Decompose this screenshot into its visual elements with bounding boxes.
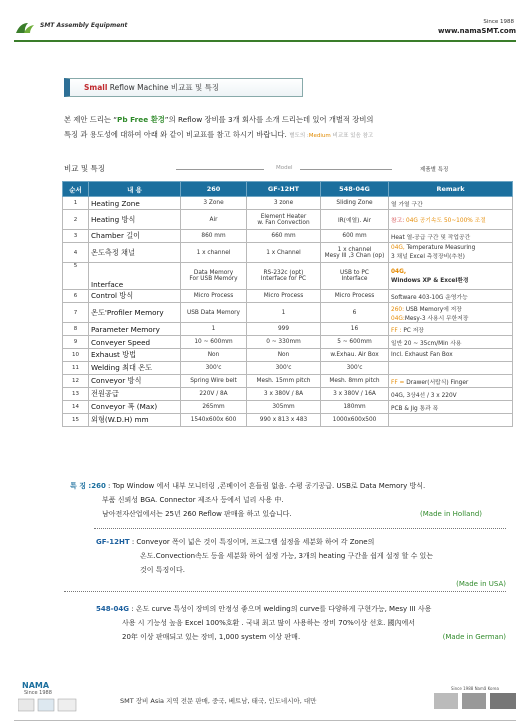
cell-remark: 열 가열 구간 [389,197,513,210]
cell-548: w.Exhau. Air Box [321,349,389,362]
cell-548: 300'c [321,362,389,375]
cell-gf12ht: 999 [247,323,321,336]
made-in-label: (Made in USA) [456,580,506,588]
feature-label: 제품별 특징 [420,167,449,173]
cell-548: 180mm [321,401,389,414]
footer-divider [14,720,516,721]
table-row [63,375,513,388]
cell-gf12ht: 990 x 813 x 483 [247,414,321,427]
note-text: : Top Window 에서 내부 모니터링 ,콘베이어 흔들림 없음. 수평 공기공급. USB로 Data Memory 방식. [105,482,426,490]
cell-gf12ht [247,263,321,290]
intro-text: 특징 과 용도성에 대하여 아래 와 같이 비교표를 참고 하시기 바랍니다. [64,130,287,139]
cell-548: Micro Process [321,290,389,303]
row-no: 11 [63,362,89,375]
row-no: 4 [63,243,89,263]
note-text: 20年 이상 판매되고 있는 장비, 1,000 system 이상 판매. [122,633,301,641]
row-no: 12 [63,375,89,388]
row-no: 9 [63,336,89,349]
cell-line: USB to PC [340,270,369,276]
footer-since: Since 1988 [24,690,52,696]
cell-gf12ht [247,210,321,230]
cell-260: 1 [181,323,247,336]
cell-548: 16 [321,323,389,336]
cell-gf12ht: 300'c [247,362,321,375]
cell-remark: PCB & Jig 통과 폭 [389,401,513,414]
cell-260: Air [181,210,247,230]
remark-text: Mesy-3 사용시 무한저장 [404,315,469,322]
comparison-label: 비교 및 특징 [64,164,105,173]
intro-text: 본 제안 드리는 “ [64,115,118,124]
cell-remark [389,323,513,336]
col-header-548: 548-04G [321,182,389,197]
certification-badges-icon [18,697,78,711]
cell-260: 220V / 8A [181,388,247,401]
cell-gf12ht: Non [247,349,321,362]
intro-paragraph [64,112,504,144]
pb-free-text: Pb Free 환경 [117,115,165,124]
note-text: 사용 시 기능성 높음 Excel 100%호환 . 국내 최고 많이 사용하는 장비 70%이상 선호. 國內에서 [122,619,416,627]
cell-line: 1 x channel [337,246,372,253]
cell-remark [389,210,513,230]
cell-260: Micro Process [181,290,247,303]
table-row [63,349,513,362]
made-in-label: (Made in German) [442,633,506,641]
cell-548: 600 mm [321,230,389,243]
cell-gf12ht: 1 [247,303,321,323]
row-no: 14 [63,401,89,414]
cell-remark [389,414,513,427]
table-row [63,290,513,303]
cell-548: 1000x600x500 [321,414,389,427]
cell-remark [389,303,513,323]
table-row [63,414,513,427]
cell-line: Element Heater [260,213,307,220]
cell-260: 265mm [181,401,247,414]
remark-prefix: 참고: [391,218,406,224]
note-label: 특 징 [70,482,86,490]
logo-text: SMT Assembly Equipment [40,22,128,29]
table-row [63,323,513,336]
remark-text: PC 저장 [403,327,424,334]
cell-548: 5 ~ 600mm [321,336,389,349]
note-text: 부품 신뢰성 BGA. Connector 제조사 등에서 널리 사용 中. [102,496,284,504]
cell-548 [321,263,389,290]
cell-548: IR(예열). Air [321,210,389,230]
footer-badge-text: Since 1988 Namå Korea [451,686,499,691]
table-row [63,263,513,290]
cell-260: 1540x600x 600 [181,414,247,427]
footer-brand-logo: NAMA [22,681,50,690]
row-item: Conveyor 폭 (Max) [89,401,181,414]
cell-260: Spring Wire belt [181,375,247,388]
remark-text: Temperature Measuring [406,245,476,251]
row-item: Conveyer Speed [89,336,181,349]
table-row [63,362,513,375]
cell-line: For USB Memory [189,276,238,282]
remark-text: Windows XP & Excel환경 [391,277,469,284]
cell-line: Interface [341,276,368,282]
note-label: GF-12HT [96,538,130,546]
footer-text: SMT 장비 Asia 지역 전문 판매, 중국, 베트남, 태국, 인도네시아, 대만 [120,697,317,705]
table-row [63,197,513,210]
cell-remark [389,263,513,290]
table-row [63,210,513,230]
remark-prefix: 04G, [391,268,407,275]
row-item: Conveyor 방식 [89,375,181,388]
equipment-thumbnails-icon [432,691,518,711]
remark-text: Drawer(서랍식) Finger [406,379,469,386]
title-box [64,78,303,97]
dotted-divider [64,591,506,592]
cell-remark [389,243,513,263]
page-title [84,82,219,93]
model-arrow-left [176,169,264,170]
cell-548: 6 [321,303,389,323]
remark-text: USB Memory에 저장 [405,306,462,313]
model-label: Model [276,165,293,171]
since-text: Since 1988 [483,19,514,25]
spec-comparison-table [62,181,513,427]
table-row [63,388,513,401]
footer-badge-image [432,686,518,714]
cell-remark: Heat 열-공급 구간 및 작업공간 [389,230,513,243]
cell-260: USB Data Memory [181,303,247,323]
note-gf12ht [96,535,506,591]
intro-note [289,133,373,139]
row-item: 외형(W.D.H) mm [89,414,181,427]
title-small: Small [84,83,108,92]
dotted-divider [94,528,506,529]
remark-prefix: 04G: [391,315,405,322]
row-no: 7 [63,303,89,323]
cell-gf12ht: 0 ~ 330mm [247,336,321,349]
note-548-04g [96,602,506,644]
note-text: 온도.Convection속도 등을 세분화 하여 설정 가능, 3개의 heating 구간을 쉽게 설정 할 수 있는 [140,552,434,560]
table-row [63,230,513,243]
cell-remark [389,362,513,375]
col-header-gf12ht: GF-12HT [247,182,321,197]
company-logo-icon [14,20,36,34]
row-item: 온도'Profiler Memory [89,303,181,323]
row-item: Chamber 길이 [89,230,181,243]
row-no: 13 [63,388,89,401]
cell-gf12ht: 1 x Channel [247,243,321,263]
cell-remark: 04G, 3상4선 / 3 x 220V [389,388,513,401]
col-header-item: 내 용 [89,182,181,197]
table-row [63,303,513,323]
cell-line: Mesy III ,3 Chan (op) [324,252,385,259]
row-item: 온도측정 채널 [89,243,181,263]
cell-260: 1 x channel [181,243,247,263]
note-model: :260 [85,482,106,490]
row-no: 2 [63,210,89,230]
cell-gf12ht: Micro Process [247,290,321,303]
intro-text: ”의 Reflow 장비를 3개 회사를 소개 드리는데 있어 개별적 장비의 [164,115,374,124]
cell-260: 300'c [181,362,247,375]
cell-260: 10 ~ 600mm [181,336,247,349]
note-text: 비교표 있음 참고 [330,133,374,139]
row-no: 8 [63,323,89,336]
remark-prefix: 260: [391,306,406,313]
table-row [63,243,513,263]
cell-remark [389,375,513,388]
cell-gf12ht: 660 mm [247,230,321,243]
remark-text: 04G 공기속도 50~100% 조절 [406,218,486,224]
table-header-row [63,182,513,197]
cell-line: w. Fan Convection [257,219,310,226]
cell-remark: Software 403-10G 운영가능 [389,290,513,303]
cell-gf12ht: 3 zone [247,197,321,210]
note-text: 별도의 : [289,133,309,139]
cell-gf12ht: 305mm [247,401,321,414]
row-item: Heating 방식 [89,210,181,230]
remark-prefix: 04G, [391,245,407,251]
row-item: 전원공급 [89,388,181,401]
note-medium: Medium [308,133,331,139]
remark-prefix: FF = [391,379,407,386]
cell-548: Sliding Zone [321,197,389,210]
website-link[interactable]: www.namaSMT.com [438,27,516,35]
header-divider [14,40,516,42]
cell-260: 3 Zone [181,197,247,210]
cell-line: Interface for PC [260,276,307,282]
row-no: 5 [63,263,89,290]
note-label: 548-04G [96,605,130,613]
model-arrow-right [300,169,392,170]
row-no: 3 [63,230,89,243]
row-item: Interface [89,263,181,290]
row-no: 1 [63,197,89,210]
table-row [63,336,513,349]
cell-260 [181,263,247,290]
cell-548: 3 x 380V / 16A [321,388,389,401]
remark-prefix: FF : [391,327,404,334]
cell-260: 860 mm [181,230,247,243]
table-row [63,401,513,414]
note-text: 남아전자산업에서는 25년 260 Reflow 판매을 하고 있습니다. [102,510,292,518]
row-item: Exhaust 방법 [89,349,181,362]
cell-line: RS-232c (opt) [263,270,304,276]
title-rest: Reflow Machine 비교표 및 특징 [107,83,220,92]
row-no: 15 [63,414,89,427]
cell-260: Non [181,349,247,362]
note-260 [70,479,510,521]
note-text: : 온도 curve 특성이 장비의 안정성 좋으며 welding의 curve를 다양하게 구현가능, Mesy III 사용 [129,605,432,613]
cell-548: Mesh. 8mm pitch [321,375,389,388]
note-text: 것이 특징이다. [140,566,186,574]
cell-line: Data Memory [193,270,234,276]
row-item: Parameter Memory [89,323,181,336]
made-in-label: (Made in Holland) [420,510,482,518]
row-no: 10 [63,349,89,362]
row-item: Welding 최대 온도 [89,362,181,375]
row-item: Control 방식 [89,290,181,303]
col-header-remark: Remark [389,182,513,197]
col-header-260: 260 [181,182,247,197]
row-no: 6 [63,290,89,303]
cell-gf12ht: 3 x 380V / 8A [247,388,321,401]
col-header-no: 순서 [63,182,89,197]
row-item: Heating Zone [89,197,181,210]
cell-gf12ht: Mesh. 15mm pitch [247,375,321,388]
cell-remark: Incl. Exhaust Fan Box [389,349,513,362]
cell-548 [321,243,389,263]
cell-remark: 일반 20 ~ 35cm/Min 사용 [389,336,513,349]
remark-text: 3 채널 Excel 측정장비(추천) [391,254,465,260]
note-text: : Conveyor 폭이 넓은 것이 특징이며, 프로그램 설정을 세분화 하여 각 Zone의 [129,538,375,546]
